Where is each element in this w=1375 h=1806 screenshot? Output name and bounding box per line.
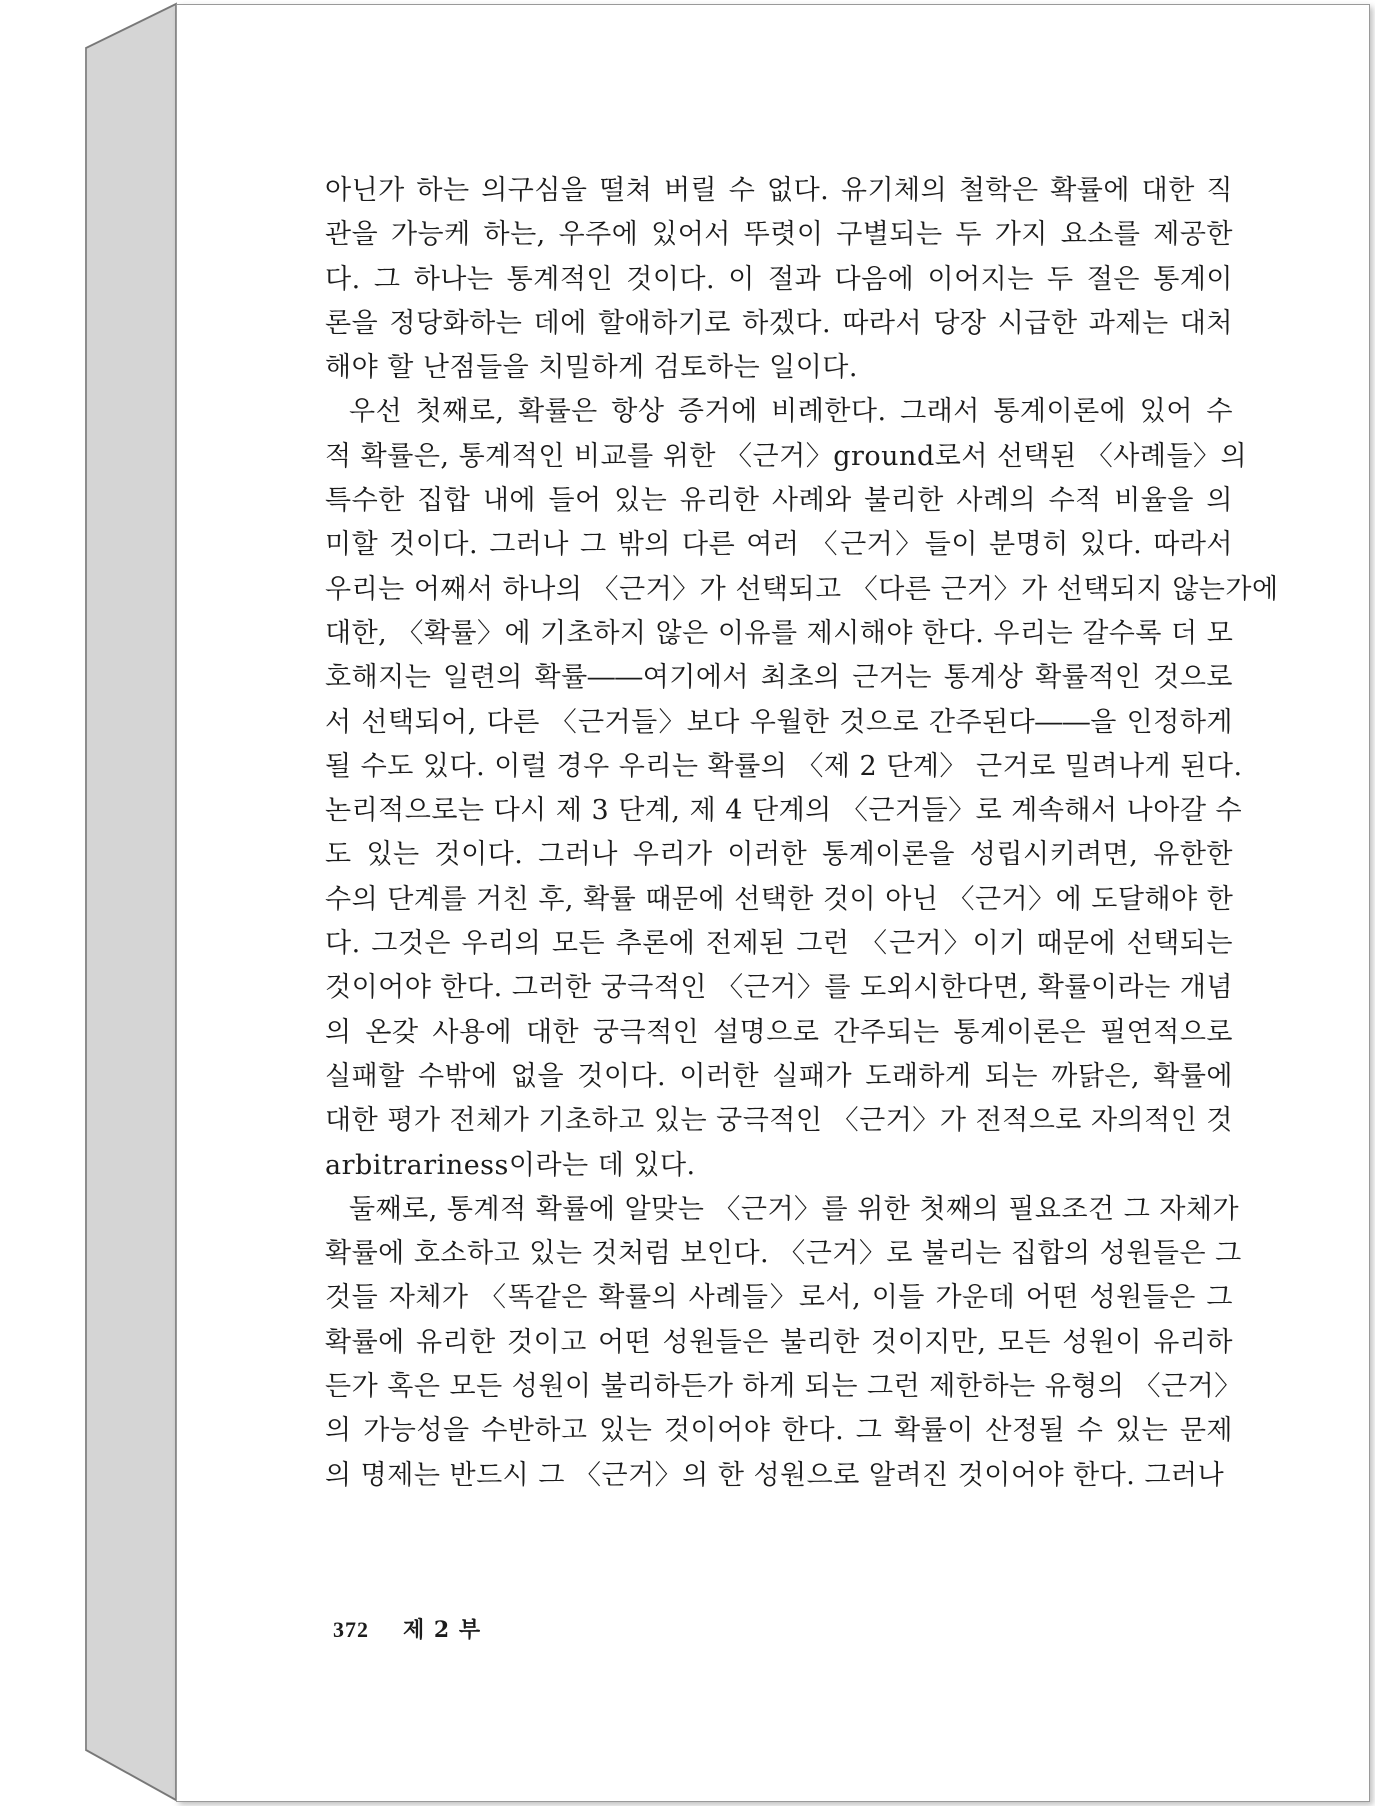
paragraph <box>325 169 1233 390</box>
text-line: 수의 단계를 거친 후, 확률 때문에 선택한 것이 아닌 〈근거〉에 도달해야 한 <box>325 883 1234 915</box>
part-label: 제 2 부 <box>403 1617 482 1643</box>
text-line: 든가 혹은 모든 성원이 불리하든가 하게 되는 그런 제한하는 유형의 〈근거〉 <box>325 1371 1242 1403</box>
text-line: 의 명제는 반드시 그 〈근거〉의 한 성원으로 알려진 것이어야 한다. 그러나 <box>325 1459 1225 1491</box>
text-line: 확률에 유리한 것이고 어떤 성원들은 불리한 것이지만, 모든 성원이 유리하 <box>325 1326 1233 1358</box>
text-line: 확률에 호소하고 있는 것처럼 보인다. 〈근거〉로 불리는 집합의 성원들은 그 <box>325 1238 1242 1270</box>
book-page <box>176 4 1370 1802</box>
text-line: arbitrariness이라는 데 있다. <box>325 1149 696 1181</box>
page-number: 372 <box>333 1617 369 1642</box>
text-line: 적 확률은, 통계적인 비교를 위한 〈근거〉ground로서 선택된 〈사례들〉의 <box>325 440 1248 472</box>
text-line: 서 선택되어, 다른 〈근거들〉보다 우월한 것으로 간주된다――을 인정하게 <box>325 706 1233 738</box>
text-line: 관을 가능케 하는, 우주에 있어서 뚜렷이 구별되는 두 가지 요소를 제공한 <box>325 219 1233 251</box>
body-text <box>325 169 1279 1498</box>
paragraph <box>325 390 1279 1187</box>
text-line: 호해지는 일련의 확률――여기에서 최초의 근거는 통계상 확률적인 것으로 <box>325 662 1233 694</box>
text-line: 될 수도 있다. 이럴 경우 우리는 확률의 〈제 2 단계〉 근거로 밀려나게 된다. <box>325 750 1243 782</box>
text-line: 우리는 어째서 하나의 〈근거〉가 선택되고 〈다른 근거〉가 선택되지 않는가에 <box>325 573 1279 605</box>
text-line: 것이어야 한다. 그러한 궁극적인 〈근거〉를 도외시한다면, 확률이라는 개념 <box>325 972 1233 1004</box>
text-line: 의 온갖 사용에 대한 궁극적인 설명으로 간주되는 통계이론은 필연적으로 <box>325 1016 1233 1048</box>
text-line: 미할 것이다. 그러나 그 밖의 다른 여러 〈근거〉들이 분명히 있다. 따라서 <box>325 529 1233 561</box>
paragraph <box>325 1188 1242 1498</box>
text-line: 것들 자체가 〈똑같은 확률의 사례들〉로서, 이들 가운데 어떤 성원들은 그 <box>325 1282 1233 1314</box>
text-line: 의 가능성을 수반하고 있는 것이어야 한다. 그 확률이 산정될 수 있는 문제 <box>325 1415 1233 1447</box>
text-line: 둘째로, 통계적 확률에 알맞는 〈근거〉를 위한 첫째의 필요조건 그 자체가 <box>349 1193 1240 1225</box>
text-line: 도 있는 것이다. 그러나 우리가 이러한 통계이론을 성립시키려면, 유한한 <box>325 839 1233 871</box>
text-line: 대한, 〈확률〉에 기초하지 않은 이유를 제시해야 한다. 우리는 갈수록 더 모 <box>325 617 1234 649</box>
text-line: 특수한 집합 내에 들어 있는 유리한 사례와 불리한 사례의 수적 비율을 의 <box>325 485 1233 517</box>
text-line: 우선 첫째로, 확률은 항상 증거에 비례한다. 그래서 통계이론에 있어 수 <box>349 396 1233 428</box>
text-line: 대한 평가 전체가 기초하고 있는 궁극적인 〈근거〉가 전적으로 자의적인 것 <box>325 1105 1233 1137</box>
text-line: 아닌가 하는 의구심을 떨쳐 버릴 수 없다. 유기체의 철학은 확률에 대한 직 <box>325 175 1233 206</box>
text-line: 해야 할 난점들을 치밀하게 검토하는 일이다. <box>325 352 858 384</box>
text-line: 다. 그것은 우리의 모든 추론에 전제된 그런 〈근거〉이기 때문에 선택되는 <box>325 928 1233 960</box>
text-line: 실패할 수밖에 없을 것이다. 이러한 실패가 도래하게 되는 까닭은, 확률에 <box>325 1060 1233 1092</box>
page-footer <box>333 1613 481 1644</box>
text-line: 논리적으로는 다시 제 3 단계, 제 4 단계의 〈근거들〉로 계속해서 나아갈 수 <box>325 795 1243 827</box>
text-line: 론을 정당화하는 데에 할애하기로 하겠다. 따라서 당장 시급한 과제는 대처 <box>325 307 1233 339</box>
text-line: 다. 그 하나는 통계적인 것이다. 이 절과 다음에 이어지는 두 절은 통계이 <box>325 263 1233 295</box>
